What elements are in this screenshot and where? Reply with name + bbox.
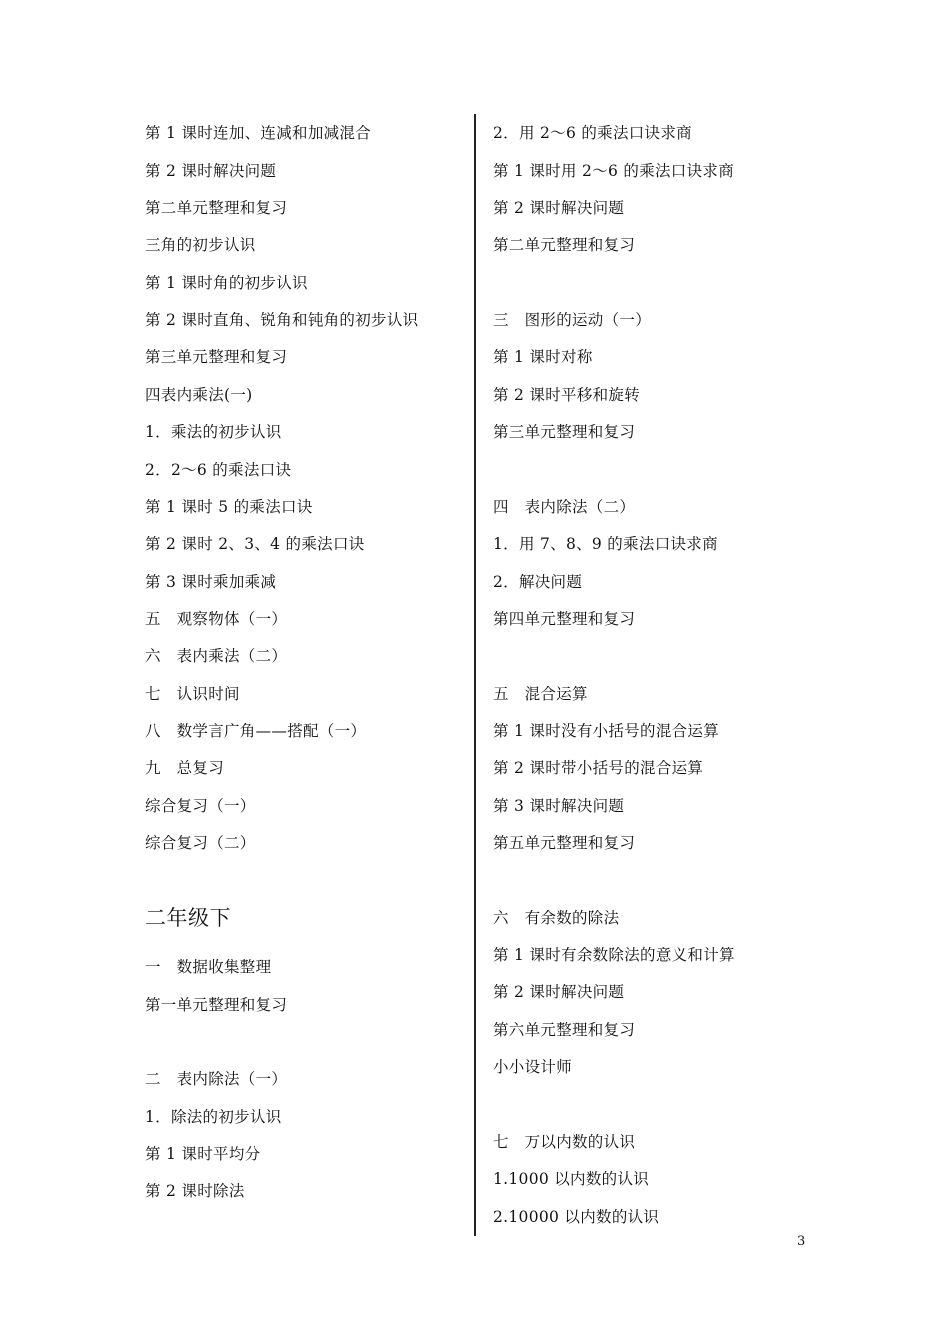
- toc-entry: 第三单元整理和复习: [145, 348, 288, 366]
- toc-entry: 七 万以内数的认识: [493, 1133, 636, 1151]
- toc-entry: 2．解决问题: [493, 573, 583, 591]
- toc-entry: 第 1 课时连加、连减和加减混合: [145, 124, 372, 142]
- toc-entry: 第 1 课时对称: [493, 348, 593, 366]
- toc-entry: 第 2 课时带小括号的混合运算: [493, 759, 704, 777]
- toc-entry: 七 认识时间: [145, 685, 240, 703]
- toc-entry: 第四单元整理和复习: [493, 610, 636, 628]
- toc-entry: 第 2 课时平移和旋转: [493, 386, 641, 404]
- toc-entry: 第 2 课时 2、3、4 的乘法口诀: [145, 535, 365, 553]
- toc-entry: 三 图形的运动（一）: [493, 311, 652, 329]
- toc-entry: 小小设计师: [493, 1058, 573, 1076]
- toc-entry: 1．乘法的初步认识: [145, 423, 282, 441]
- toc-entry: 综合复习（一）: [145, 797, 256, 815]
- toc-entry: 第 2 课时解决问题: [493, 199, 625, 217]
- toc-entry: 综合复习（二）: [145, 834, 256, 852]
- page-number: 3: [797, 1234, 806, 1249]
- toc-entry: 第 1 课时角的初步认识: [145, 274, 308, 292]
- toc-entry: 第 1 课时没有小括号的混合运算: [493, 722, 720, 740]
- toc-entry: 三角的初步认识: [145, 236, 256, 254]
- toc-entry: 1．用 7、8、9 的乘法口诀求商: [493, 535, 718, 553]
- toc-entry: 第 2 课时解决问题: [145, 162, 277, 180]
- toc-entry: 八 数学言广角——搭配（一）: [145, 722, 367, 740]
- toc-entry: 第六单元整理和复习: [493, 1021, 636, 1039]
- column-divider: [474, 114, 476, 1236]
- toc-entry: 2.10000 以内数的认识: [493, 1208, 660, 1226]
- toc-entry: 1．除法的初步认识: [145, 1108, 282, 1126]
- toc-entry: 第 2 课时除法: [145, 1182, 245, 1200]
- toc-entry: 六 有余数的除法: [493, 909, 620, 927]
- toc-entry: 二 表内除法（一）: [145, 1070, 288, 1088]
- toc-entry: 四表内乘法(一): [145, 386, 253, 404]
- toc-entry: 第 3 课时解决问题: [493, 797, 625, 815]
- toc-entry: 2．2～6 的乘法口诀: [145, 461, 292, 479]
- toc-entry: 六 表内乘法（二）: [145, 647, 288, 665]
- toc-entry: 四 表内除法（二）: [493, 498, 636, 516]
- toc-entry: 第 2 课时直角、锐角和钝角的初步认识: [145, 311, 419, 329]
- toc-entry: 一 数据收集整理: [145, 958, 272, 976]
- toc-entry: 1.1000 以内数的认识: [493, 1170, 650, 1188]
- toc-entry: 第 2 课时解决问题: [493, 983, 625, 1001]
- toc-entry: 第 1 课时 5 的乘法口诀: [145, 498, 313, 516]
- toc-entry: 第二单元整理和复习: [145, 199, 288, 217]
- toc-entry: 九 总复习: [145, 759, 225, 777]
- toc-entry: 第三单元整理和复习: [493, 423, 636, 441]
- toc-entry: 五 观察物体（一）: [145, 610, 288, 628]
- toc-entry: 第 3 课时乘加乘减: [145, 573, 277, 591]
- toc-entry: 第一单元整理和复习: [145, 996, 288, 1014]
- toc-entry: 五 混合运算: [493, 685, 588, 703]
- toc-entry: 第 1 课时有余数除法的意义和计算: [493, 946, 735, 964]
- toc-entry: 第二单元整理和复习: [493, 236, 636, 254]
- toc-entry: 2．用 2～6 的乘法口诀求商: [493, 124, 692, 142]
- toc-entry: 第 1 课时用 2～6 的乘法口诀求商: [493, 162, 734, 180]
- grade-heading: 二年级下: [145, 906, 231, 930]
- toc-entry: 第五单元整理和复习: [493, 834, 636, 852]
- toc-entry: 第 1 课时平均分: [145, 1145, 261, 1163]
